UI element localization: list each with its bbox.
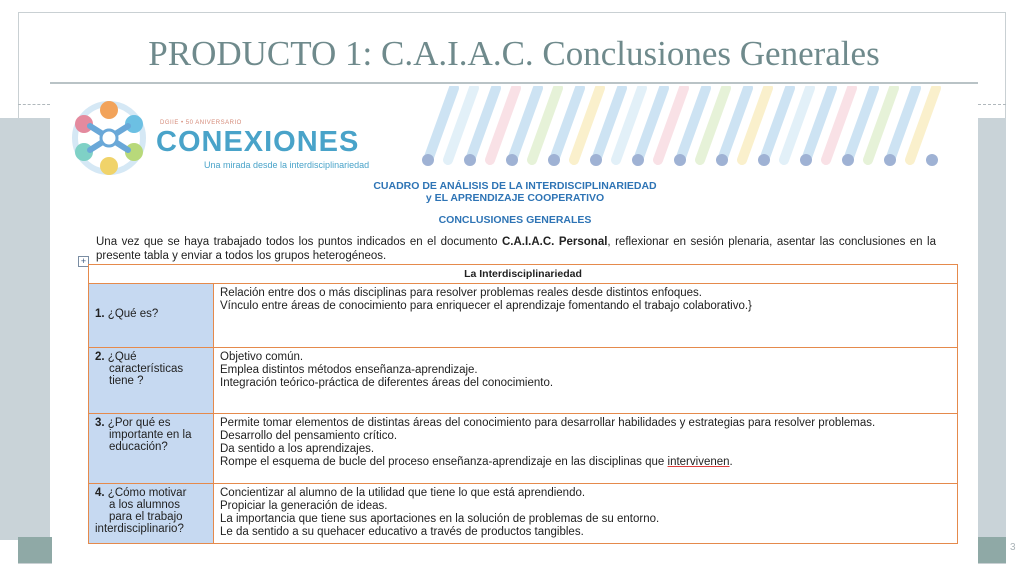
logo-top-text: DGIIE • 50 ANIVERSARIO: [160, 120, 242, 126]
right-side-band: [978, 118, 1006, 540]
document-image: [52, 86, 978, 568]
answer-cell: [214, 414, 958, 484]
document-heading-3: CONCLUSIONES GENERALES: [438, 214, 592, 226]
answer-cell: [214, 284, 958, 348]
question-number: 4.: [95, 487, 105, 499]
table-move-handle-icon[interactable]: +: [78, 256, 89, 267]
answer-cell: [214, 348, 958, 414]
slide-title: PRODUCTO 1: C.A.I.A.C. Conclusiones Generales: [148, 34, 880, 73]
question-number: 2.: [95, 351, 105, 363]
answer-line: Relación entre dos o más disciplinas para resolver problemas reales desde distintos enfoques.: [220, 287, 702, 299]
question-text: importante en la: [109, 429, 192, 441]
answer-cell: [214, 484, 958, 544]
question-number: 3.: [95, 417, 105, 429]
intro-bold-text: C.A.I.A.C. Personal: [501, 236, 608, 248]
table-row: [89, 284, 958, 348]
table-row: [89, 348, 958, 414]
question-cell: [89, 284, 214, 348]
left-side-band: [0, 118, 50, 540]
question-text: ¿Qué es?: [107, 308, 159, 320]
question-text: características: [109, 363, 184, 375]
intro-text-end: , reflexionar en sesión plenaria, asentar las conclusiones en la presente tabla y enviar a todos los grupos heterogéneos.: [96, 236, 937, 262]
question-text: ¿Qué: [107, 351, 137, 363]
table-row: [89, 414, 958, 484]
answer-text: .: [729, 456, 733, 468]
left-dashed-rule: [18, 104, 50, 105]
logo-tagline: Una mirada desde la interdisciplinariedad: [204, 160, 370, 170]
logo-emblem-icon: [64, 98, 154, 178]
table-header-row: [89, 265, 958, 284]
logo-wordmark: CONEXIONES: [156, 126, 360, 158]
question-text: interdisciplinario?: [95, 523, 184, 535]
answer-line: Permite tomar elementos de distintas áreas del conocimiento para desarrollar habilidades y estrategias para resolver problemas.: [220, 417, 876, 429]
question-cell: [89, 484, 214, 544]
answer-line: Desarrollo del pensamiento crítico.: [220, 430, 398, 442]
conclusions-table: [88, 264, 958, 544]
right-dashed-rule: [978, 104, 1006, 105]
question-text: a los alumnos: [109, 499, 180, 511]
table-row: [89, 484, 958, 544]
question-text: tiene ?: [109, 375, 144, 387]
title-rule: [50, 82, 978, 84]
question-cell: [89, 348, 214, 414]
question-number: 1.: [95, 308, 105, 320]
answer-line: Integración teórico-práctica de diferentes áreas del conocimiento.: [220, 377, 554, 389]
table-header: La Interdisciplinariedad: [89, 265, 958, 284]
document-heading-2: y EL APRENDIZAJE COOPERATIVO: [425, 192, 605, 204]
page-number: 3: [1010, 542, 1016, 553]
answer-line: Propiciar la generación de ideas.: [220, 500, 388, 512]
question-cell: [89, 414, 214, 484]
answer-text: Rompe el esquema de bucle del proceso enseñanza-aprendizaje en las disciplinas que: [220, 456, 668, 468]
answer-line: La importancia que tiene sus aportaciones en la solución de problemas de su entorno.: [220, 513, 660, 525]
answer-line: Da sentido a los aprendizajes.: [220, 443, 375, 455]
answer-line: Concientizar al alumno de la utilidad que tiene lo que está aprendiendo.: [220, 487, 586, 499]
answer-line: Emplea distintos métodos enseñanza-aprendizaje.: [220, 364, 478, 376]
question-text: ¿Por qué es: [107, 417, 171, 429]
answer-line: [220, 456, 951, 469]
question-text: para el trabajo: [109, 511, 183, 523]
document-heading-1: CUADRO DE ANÁLISIS DE LA INTERDISCIPLINARIEDAD: [373, 180, 657, 192]
decorative-stripes: [414, 86, 954, 166]
conexiones-logo: [64, 98, 384, 178]
answer-line: Vínculo entre áreas de conocimiento para enriquecer el aprendizaje fomentando el trabajo colaborativo.}: [220, 300, 752, 312]
question-text: ¿Cómo motivar: [107, 487, 187, 499]
question-text: educación?: [109, 441, 168, 453]
misspelled-word: intervivenen: [667, 456, 730, 468]
bottom-right-accent: [978, 537, 1006, 563]
answer-line: Objetivo común.: [220, 351, 304, 363]
answer-line: Le da sentido a su quehacer educativo a través de productos tangibles.: [220, 526, 584, 538]
intro-text-start: Una vez que se haya trabajado todos los puntos indicados en el documento: [96, 236, 502, 248]
intro-paragraph: [96, 235, 936, 263]
